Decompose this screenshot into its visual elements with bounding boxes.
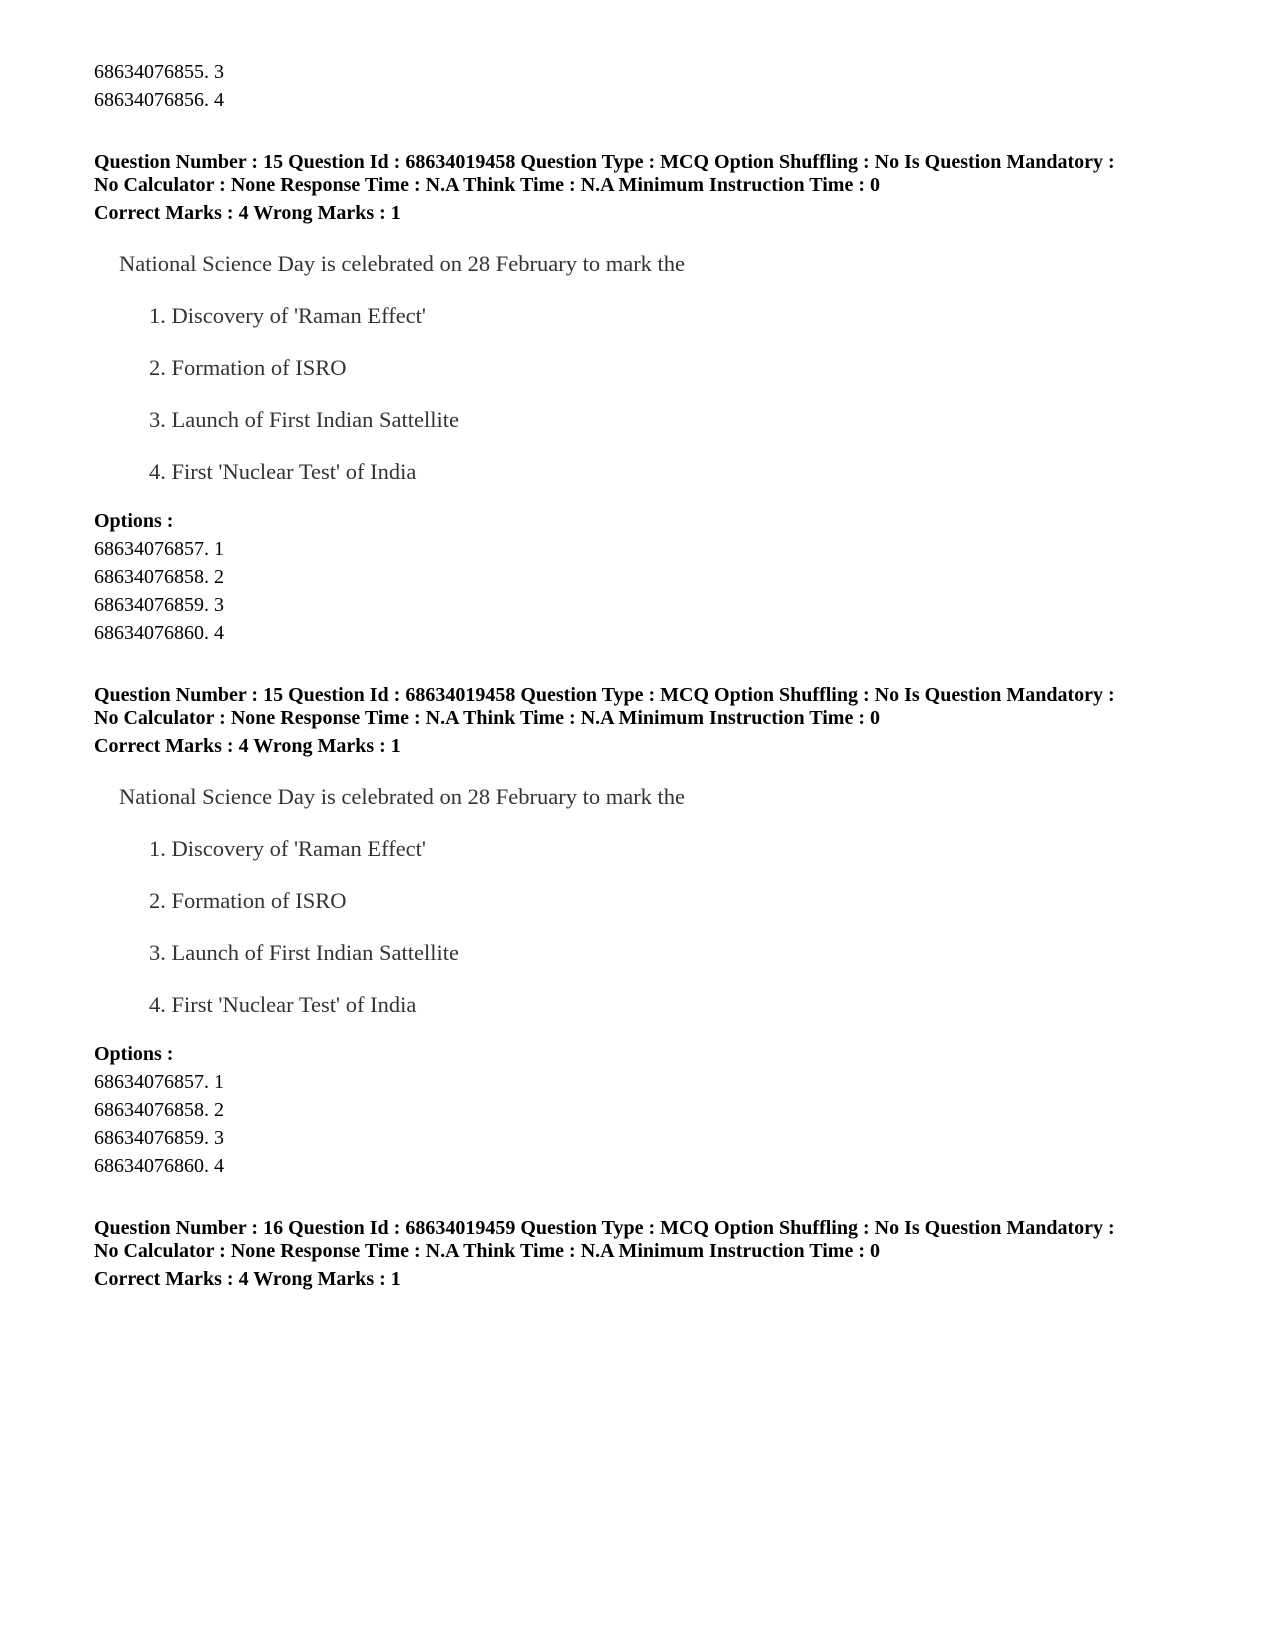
question-header-line2: No Calculator : None Response Time : N.A Think Time : N.A Minimum Instruction Time : 0 (94, 707, 880, 729)
question-choice: 4. First 'Nuclear Test' of India (149, 992, 417, 1017)
marks-line: Correct Marks : 4 Wrong Marks : 1 (94, 1268, 401, 1290)
option-line: 68634076855. 3 (94, 61, 224, 83)
option-line: 68634076856. 4 (94, 89, 224, 111)
option-line: 68634076858. 2 (94, 566, 224, 588)
question-choice: 1. Discovery of 'Raman Effect' (149, 303, 426, 328)
question-header-line2: No Calculator : None Response Time : N.A Think Time : N.A Minimum Instruction Time : 0 (94, 174, 880, 196)
option-line: 68634076857. 1 (94, 538, 224, 560)
question-choice: 3. Launch of First Indian Sattellite (149, 940, 459, 965)
options-label: Options : (94, 510, 174, 532)
options-label: Options : (94, 1043, 174, 1065)
option-line: 68634076859. 3 (94, 1127, 224, 1149)
marks-line: Correct Marks : 4 Wrong Marks : 1 (94, 202, 401, 224)
question-choice: 3. Launch of First Indian Sattellite (149, 407, 459, 432)
question-header-line1: Question Number : 15 Question Id : 68634019458 Question Type : MCQ Option Shuffling : No Is Question Mandatory : (94, 684, 1115, 706)
question-text: National Science Day is celebrated on 28 February to mark the (119, 784, 686, 809)
option-line: 68634076858. 2 (94, 1099, 224, 1121)
question-choice: 4. First 'Nuclear Test' of India (149, 459, 417, 484)
question-choice: 2. Formation of ISRO (149, 888, 347, 913)
option-line: 68634076860. 4 (94, 622, 224, 644)
question-header-line2: No Calculator : None Response Time : N.A Think Time : N.A Minimum Instruction Time : 0 (94, 1240, 880, 1262)
question-header-line1: Question Number : 15 Question Id : 68634019458 Question Type : MCQ Option Shuffling : No Is Question Mandatory : (94, 151, 1115, 173)
option-line: 68634076860. 4 (94, 1155, 224, 1177)
question-header-line1: Question Number : 16 Question Id : 68634019459 Question Type : MCQ Option Shuffling : No Is Question Mandatory : (94, 1217, 1115, 1239)
question-text: National Science Day is celebrated on 28 February to mark the (119, 251, 686, 276)
marks-line: Correct Marks : 4 Wrong Marks : 1 (94, 735, 401, 757)
question-choice: 1. Discovery of 'Raman Effect' (149, 836, 426, 861)
option-line: 68634076857. 1 (94, 1071, 224, 1093)
option-line: 68634076859. 3 (94, 594, 224, 616)
question-choice: 2. Formation of ISRO (149, 355, 347, 380)
